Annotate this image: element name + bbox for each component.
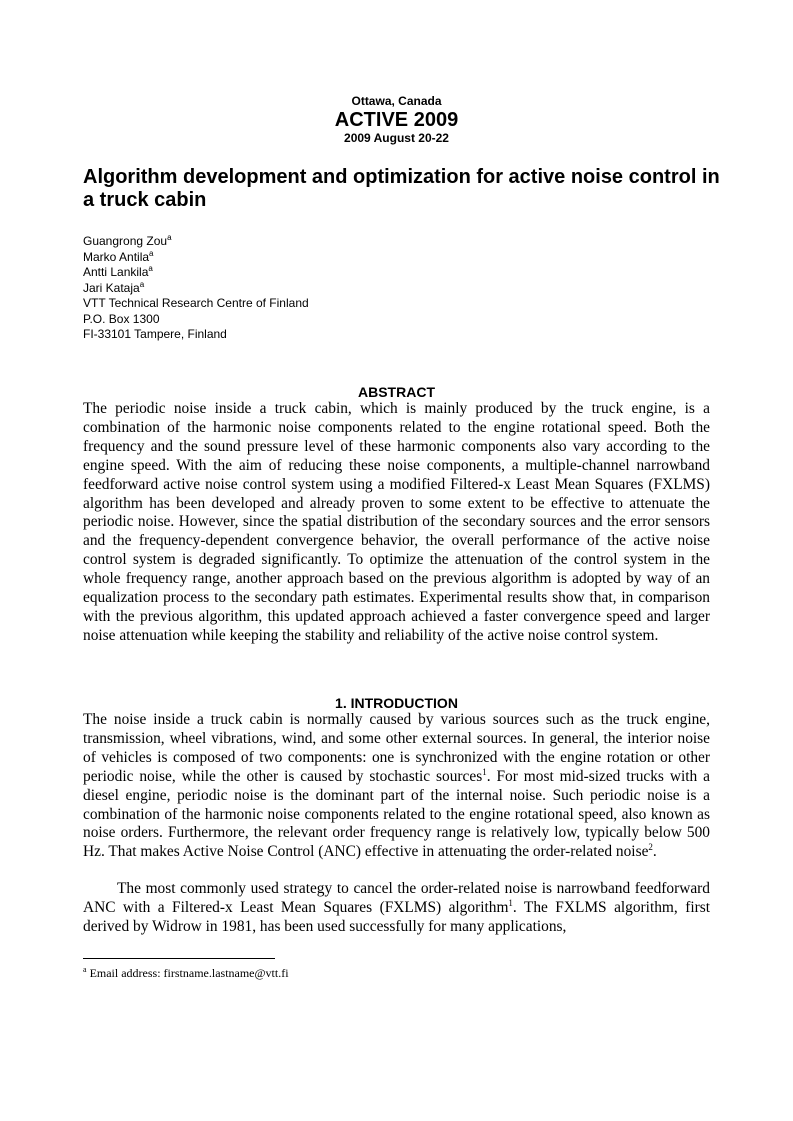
introduction-heading: 1. INTRODUCTION <box>335 695 458 711</box>
author-block <box>83 234 309 343</box>
author: Marko Antila$^a$ <box>83 248 154 264</box>
affiliation-city: FI-33101 Tampere, Finland <box>83 327 227 341</box>
conference-name: ACTIVE 2009 <box>334 109 459 131</box>
author: Jari Kataja$^a$ <box>83 279 145 295</box>
conference-header <box>0 94 793 146</box>
citation-ref: 1 <box>482 766 487 777</box>
introduction-paragraph-2: The most commonly used strategy to cancel the order-related noise is narrowband feedforward ANC with a Filtered-x Least Mean Squares (FXLMS) algorithm$^1$. The FXLMS algorithm, first derived by Widrow in 1981, has been used successfully for many applications, <box>83 880 710 935</box>
footnote-divider <box>83 958 275 959</box>
conference-location: Ottawa, Canada <box>351 94 442 108</box>
abstract-text: The periodic noise inside a truck cabin, which is mainly produced by the truck engine, is a combination of the harmonic noise components related to the engine rotational speed. Both the frequency and the sound pressure level of these harmonic components also vary according to the engine speed. With the aim of reducing these noise components, a multiple-channel narrowband feedforward active noise control system using a modified Filtered-x Least Mean Squares (FXLMS) algorithm has been developed and already proven to some extent to be effective to attenuate the periodic noise. However, since the spatial distribution of the secondary sources and the error sensors and the frequency-dependent convergence behavior, the overall performance of the active noise control system is degraded significantly. To optimize the attenuation of the control system in the whole frequency range, another approach based on the previous algorithm is adopted by way of an equalization process to the secondary path estimates. Experimental results show that, in comparison with the previous algorithm, this updated approach achieved a faster convergence speed and larger noise attenuation while keeping the stability and reliability of the active noise control system. <box>83 400 710 644</box>
author: Antti Lankila$^a$ <box>83 264 153 279</box>
affiliation-org: VTT Technical Research Centre of Finland <box>83 296 309 310</box>
citation-ref: 1 <box>508 897 513 908</box>
paper-title: Algorithm development and optimization for active noise control in a truck cabin <box>83 166 720 211</box>
footnote: $^a$ Email address: firstname.lastname@vtt.fi <box>83 965 289 980</box>
conference-dates: 2009 August 20-22 <box>344 131 449 145</box>
citation-ref: 2 <box>648 842 653 853</box>
author: Guangrong Zou$^a$ <box>83 233 172 248</box>
abstract-heading: ABSTRACT <box>358 384 435 400</box>
affiliation-box: P.O. Box 1300 <box>83 311 160 326</box>
introduction-paragraph-1: The noise inside a truck cabin is normally caused by various sources such as the truck engine, transmission, wheel vibrations, wind, and some other external sources. In general, the interior noise of vehicles is composed of two components: one is synchronized with the engine rotation or other periodic noise, while the other is caused by stochastic sources$^1$. For most mid-sized trucks with a diesel engine, periodic noise is the dominant part of the internal noise. Such periodic noise is a combination of the harmonic noise components related to the engine rotational speed, also known as noise orders. Furthermore, the relevant order frequency range is relatively low, typically below 500 Hz. That makes Active Noise Control (ANC) effective in attenuating the order-related noise$^2$. <box>83 711 710 861</box>
